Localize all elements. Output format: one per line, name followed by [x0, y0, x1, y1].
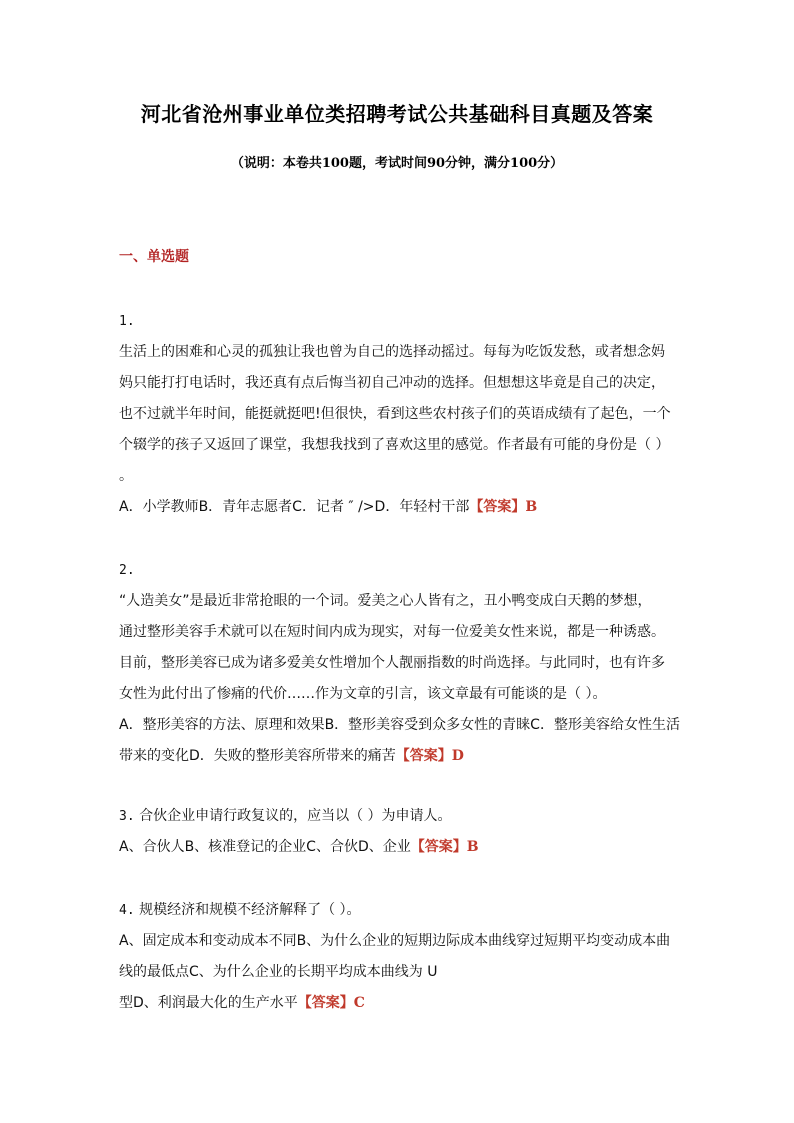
answer-label: 【答案】 — [297, 995, 354, 1011]
question-1 — [119, 306, 679, 523]
question-text: 规模经济和规模不经济解释了（ ）。 — [139, 902, 361, 918]
options-text: 型D、利润最大化的生产水平 — [119, 995, 298, 1011]
answer-value: D — [451, 748, 464, 764]
question-text-line: 生活上的困难和心灵的孤独让我也曾为自己的选择动摇过。每每为吃饭发愁，或者想念妈 — [119, 344, 665, 360]
question-stem — [119, 895, 679, 926]
answer-label: 【答案】 — [469, 499, 526, 515]
question-text-line: 妈只能打打电话时，我还真有点后悔当初自己冲动的选择。但想想这毕竟是自己的决定， — [119, 375, 665, 391]
question-number: 1. — [119, 314, 135, 329]
question-number: 4. — [119, 903, 135, 918]
options-line — [119, 832, 679, 863]
question-text-line: 通过整形美容手术就可以在短时间内成为现实，对每一位爱美女性来说，都是一种诱惑。 — [119, 624, 665, 640]
section-heading: 一、单选题 — [119, 249, 189, 265]
question-text-line: 也不过就半年时间，能挺就挺吧!但很快，看到这些农村孩子们的英语成绩有了起色，一个 — [119, 406, 671, 422]
question-stem — [119, 801, 679, 832]
options-line — [119, 492, 679, 523]
question-number: 3. — [119, 809, 135, 824]
answer-value: C — [353, 995, 365, 1011]
document-title: 河北省沧州事业单位类招聘考试公共基础科目真题及答案 — [140, 102, 654, 126]
document-subtitle: （说明：本卷共100题，考试时间90分钟，满分100分） — [230, 156, 564, 171]
question-text-line: 目前，整形美容已成为诸多爱美女性增加个人靓丽指数的时尚选择。与此同时，也有许多 — [119, 655, 665, 671]
options-text: 带来的变化D．失败的整形美容所带来的痛苦 — [119, 748, 396, 764]
question-text-line: 女性为此付出了惨痛的代价……作为文章的引言，该文章最有可能谈的是（ ）。 — [119, 686, 607, 702]
question-4 — [119, 895, 679, 1019]
answer-label: 【答案】 — [410, 839, 467, 855]
answer-value: B — [466, 839, 479, 855]
options-line: A、固定成本和变动成本不同B、为什么企业的短期边际成本曲线穿过短期平均变动成本曲 — [119, 933, 671, 949]
options-text: A．小学教师B．青年志愿者C．记者 ″ />D．年轻村干部 — [119, 499, 470, 515]
options-line — [119, 741, 679, 772]
options-line — [119, 988, 679, 1019]
question-number: 2. — [119, 563, 135, 578]
answer-value: B — [525, 499, 538, 515]
question-2 — [119, 555, 679, 772]
question-text-line: 。 — [119, 468, 133, 484]
answer-label: 【答案】 — [395, 748, 452, 764]
question-text: 合伙企业申请行政复议的，应当以（ ）为申请人。 — [139, 808, 452, 824]
question-text-line: 个辍学的孩子又返回了课堂，我想我找到了喜欢这里的感觉。作者最有可能的身份是（ ） — [119, 437, 670, 453]
question-3 — [119, 801, 679, 863]
options-text: A、合伙人B、核准登记的企业C、合伙D、企业 — [119, 839, 411, 855]
options-line: 线的最低点C、为什么企业的长期平均成本曲线为 U — [119, 964, 438, 980]
question-text-line: “人造美女”是最近非常抢眼的一个词。爱美之心人皆有之，丑小鸭变成白天鹅的梦想， — [119, 593, 652, 609]
options-line: A．整形美容的方法、原理和效果B．整形美容受到众多女性的青睐C．整形美容给女性生活 — [119, 717, 680, 733]
